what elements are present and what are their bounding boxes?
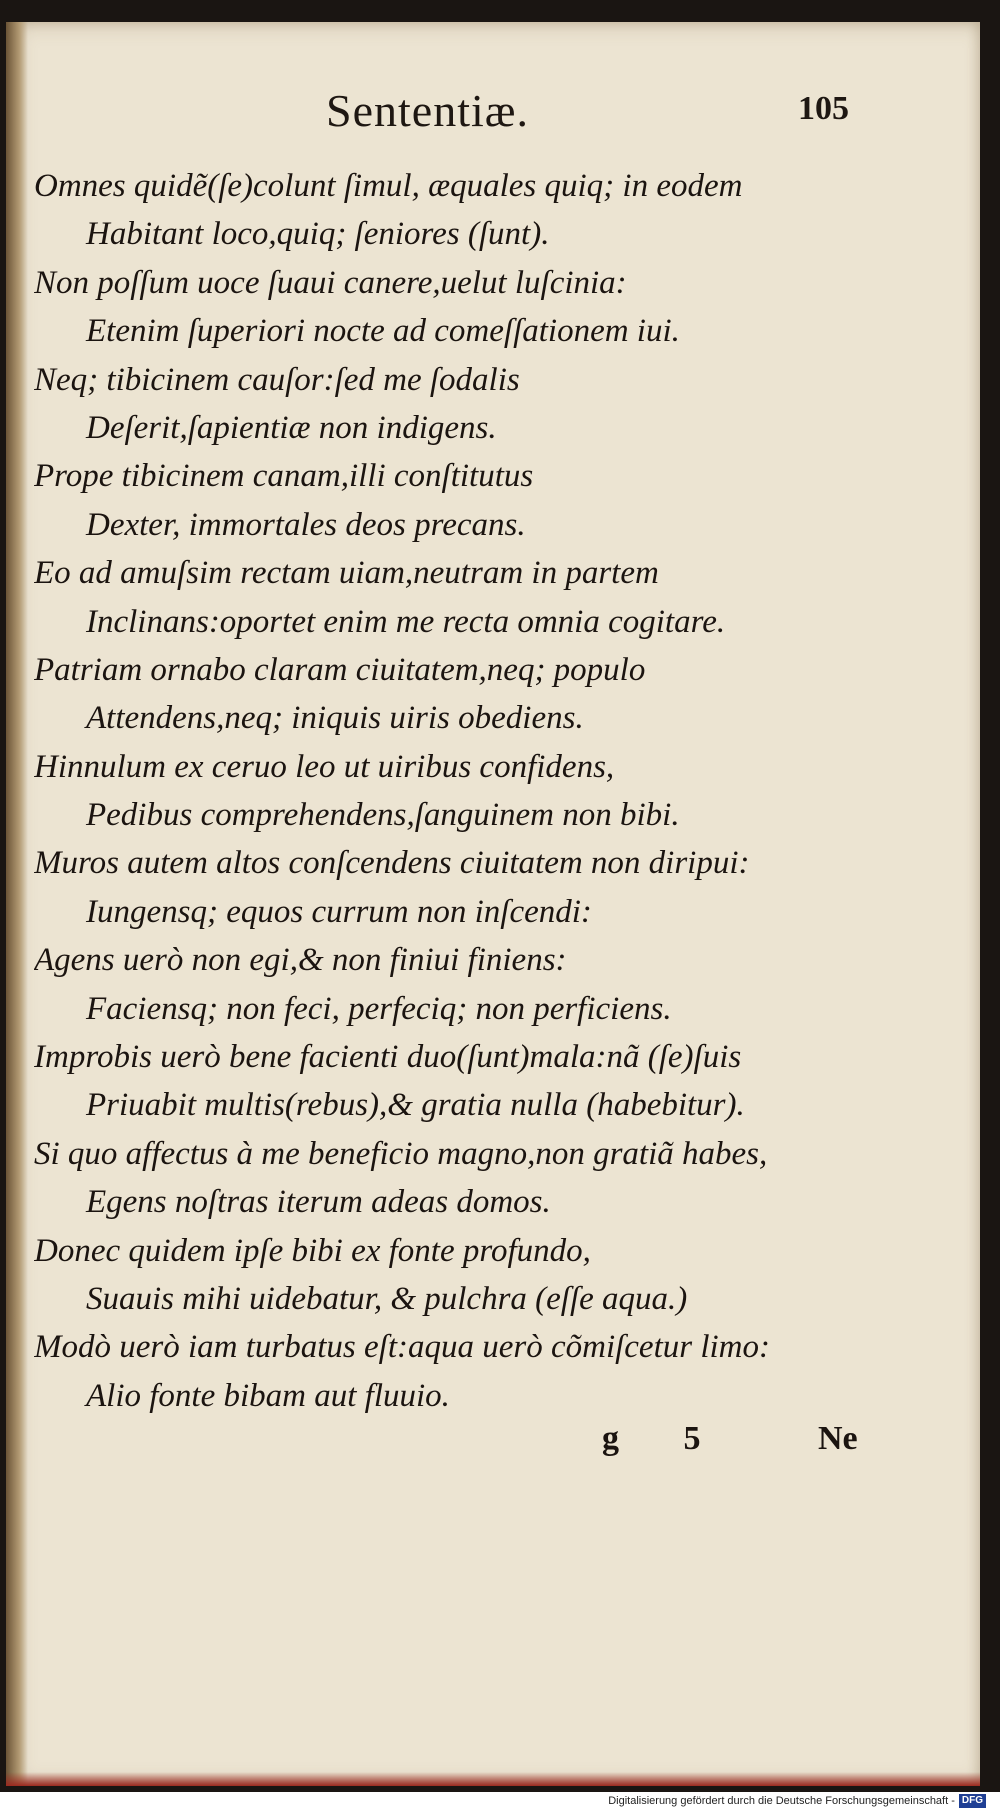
verse-line: Non poſſum uoce ſuaui canere,uelut luſcinia: — [34, 264, 627, 301]
dfg-logo-icon: DFG — [959, 1794, 986, 1808]
verse-line: Si quo affectus à me beneficio magno,non gratiã habes, — [34, 1135, 768, 1172]
verse-line: Donec quidem ipſe bibi ex fonte profundo, — [34, 1232, 591, 1269]
verse-line: Habitant loco,quiq; ſeniores (ſunt). — [86, 216, 550, 253]
verse-line: Agens uerò non egi,& non finiui finiens: — [34, 942, 567, 979]
verse-line: Etenim ſuperiori nocte ad comeſſationem iui. — [86, 313, 680, 350]
verse-line: Omnes quidẽ(ſe)colunt ſimul, æquales quiq; in eodem — [34, 168, 743, 204]
running-title: Sententiæ. — [326, 85, 529, 136]
verse-line: Attendens,neq; iniquis uiris obediens. — [86, 700, 584, 737]
verse-line: Modò uerò iam turbatus eſt:aqua uerò cõmiſcetur limo: — [34, 1329, 770, 1366]
page-number: 105 — [798, 90, 849, 127]
verse-text-block — [34, 162, 954, 1420]
verse-line: Alio fonte bibam aut fluuio. — [86, 1377, 450, 1414]
verse-line: Deſerit,ſapientiæ non indigens. — [86, 409, 497, 446]
verse-line: Improbis uerò bene facienti duo(ſunt)mala:nã (ſe)ſuis — [34, 1039, 742, 1076]
page-bottom-edge — [6, 1772, 980, 1786]
verse-line: Inclinans:oportet enim me recta omnia cogitare. — [86, 603, 726, 640]
page-gutter-shadow — [6, 22, 28, 1786]
verse-line: Patriam ornabo claram ciuitatem,neq; populo — [34, 651, 646, 688]
attribution-text: Digitalisierung gefördert durch die Deutsche Forschungsgemeinschaft - — [608, 1795, 955, 1807]
attribution-bar — [608, 1793, 986, 1809]
verse-line: Hinnulum ex ceruo leo ut uiribus confidens, — [34, 748, 615, 785]
verse-line: Neq; tibicinem cauſor:ſed me ſodalis — [34, 361, 520, 398]
signature-mark: g 5 — [602, 1420, 729, 1457]
verse-line: Suauis mihi uidebatur, & pulchra (eſſe aqua.) — [86, 1280, 688, 1317]
verse-line: Dexter, immortales deos precans. — [86, 506, 526, 543]
page-footer — [6, 1420, 980, 1470]
verse-line: Faciensq; non feci, perfeciq; non perficiens. — [86, 990, 672, 1027]
page-header — [6, 84, 980, 144]
verse-line: Muros autem altos conſcendens ciuitatem non diripui: — [34, 845, 750, 882]
verse-line: Eo ad amuſsim rectam uiam,neutram in partem — [34, 555, 659, 592]
verse-line: Prope tibicinem canam,illi conſtitutus — [34, 458, 534, 495]
verse-line: Egens noſtras iterum adeas domos. — [86, 1184, 551, 1221]
verse-line: Pedibus comprehendens,ſanguinem non bibi. — [86, 797, 680, 834]
verse-line: Iungensq; equos currum non inſcendi: — [86, 893, 592, 930]
book-page — [6, 22, 980, 1786]
catchword: Ne — [818, 1420, 858, 1457]
verse-line: Priuabit multis(rebus),& gratia nulla (habebitur). — [86, 1087, 745, 1124]
